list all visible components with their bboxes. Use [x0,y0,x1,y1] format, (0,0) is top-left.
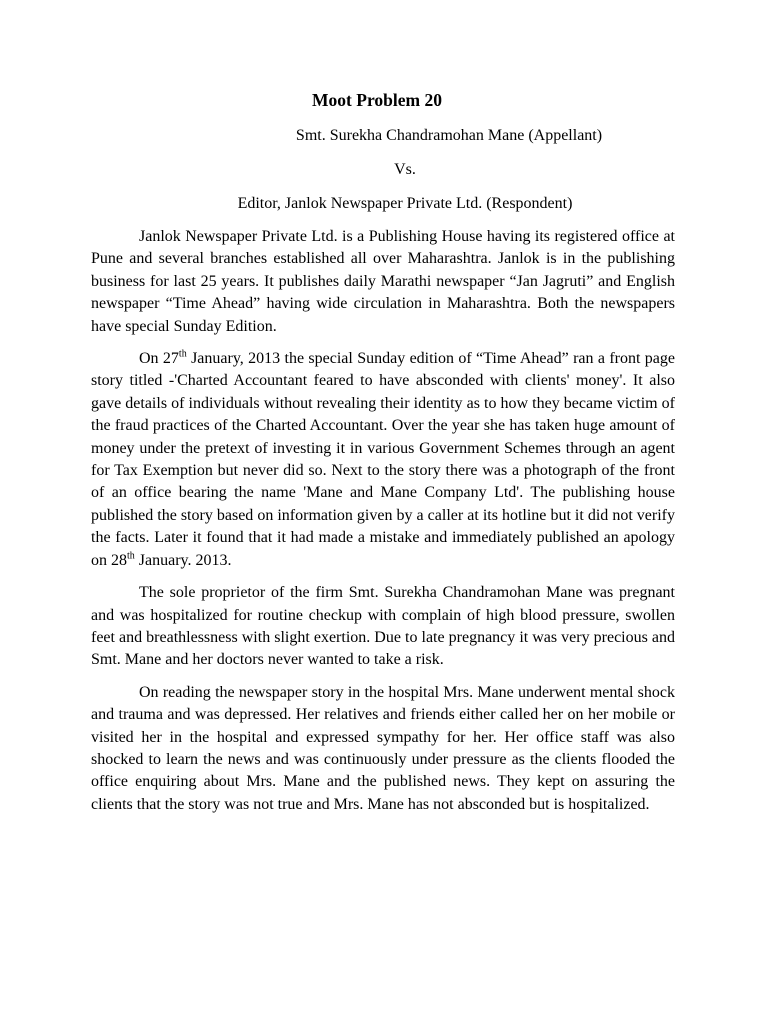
respondent-line: Editor, Janlok Newspaper Private Ltd. (Respondent) [237,195,573,212]
paragraph-4: On reading the newspaper story in the hospital Mrs. Mane underwent mental shock and trauma and was depressed. Her relatives and friends either called her on her mobile or visited her in the hospital and expressed sympathy for her. Her office staff was also shocked to learn the news and was continuously under pressure as the clients flooded the office enquiring about Mrs. Mane and the published news. They kept on assuring the clients that the story was not true and Mrs. Mane has not absconded but is hospitalized. [91,683,675,813]
paragraph-2-text-b: January, 2013 the special Sunday edition of “Time Ahead” ran a front page story titled -'Charted Accountant feared to have absconded with clients' money'. It also gave details of individuals without revealing their identity as to how they became victim of the fraud practices of the Charted Accountant. Over the year she has taken huge amount of money under the pretext of investing it in various Government Schemes through an agent for Tax Exemption but never did so. Next to the story there was a photograph of the front of an office bearing the name 'Mane and Mane Company Ltd'. The publishing house published the story based on information given by a caller at its hotline but it did not verify the facts. Later it found that it had made a mistake and immediately published an apology on 28 [91,350,675,569]
versus-line: Vs. [394,161,416,178]
paragraph-3: The sole proprietor of the firm Smt. Surekha Chandramohan Mane was pregnant and was hospitalized for routine checkup with complain of high blood pressure, swollen feet and breathlessness with slight exertion. Due to late pregnancy it was very precious and Smt. Mane and her doctors never wanted to take a risk. [91,584,675,669]
paragraph-2-sup-b: th [127,550,135,562]
appellant-line: Smt. Surekha Chandramohan Mane (Appellant) [295,127,603,144]
paragraph-2-text-c: January. 2013. [134,551,232,569]
paragraph-2-text-a: On 27 [139,350,179,368]
paragraph-2 [91,348,675,572]
document-page [91,88,675,816]
paragraph-1: Janlok Newspaper Private Ltd. is a Publishing House having its registered office at Pune and several branches established all over Maharashtra. Janlok is in the publishing business for last 25 years. It publishes daily Marathi newspaper “Jan Jagruti” and English newspaper “Time Ahead” having wide circulation in Maharashtra. Both the newspapers have special Sunday Edition. [91,228,675,335]
document-title: Moot Problem 20 [312,90,442,110]
paragraph-2-sup-a: th [178,348,187,360]
